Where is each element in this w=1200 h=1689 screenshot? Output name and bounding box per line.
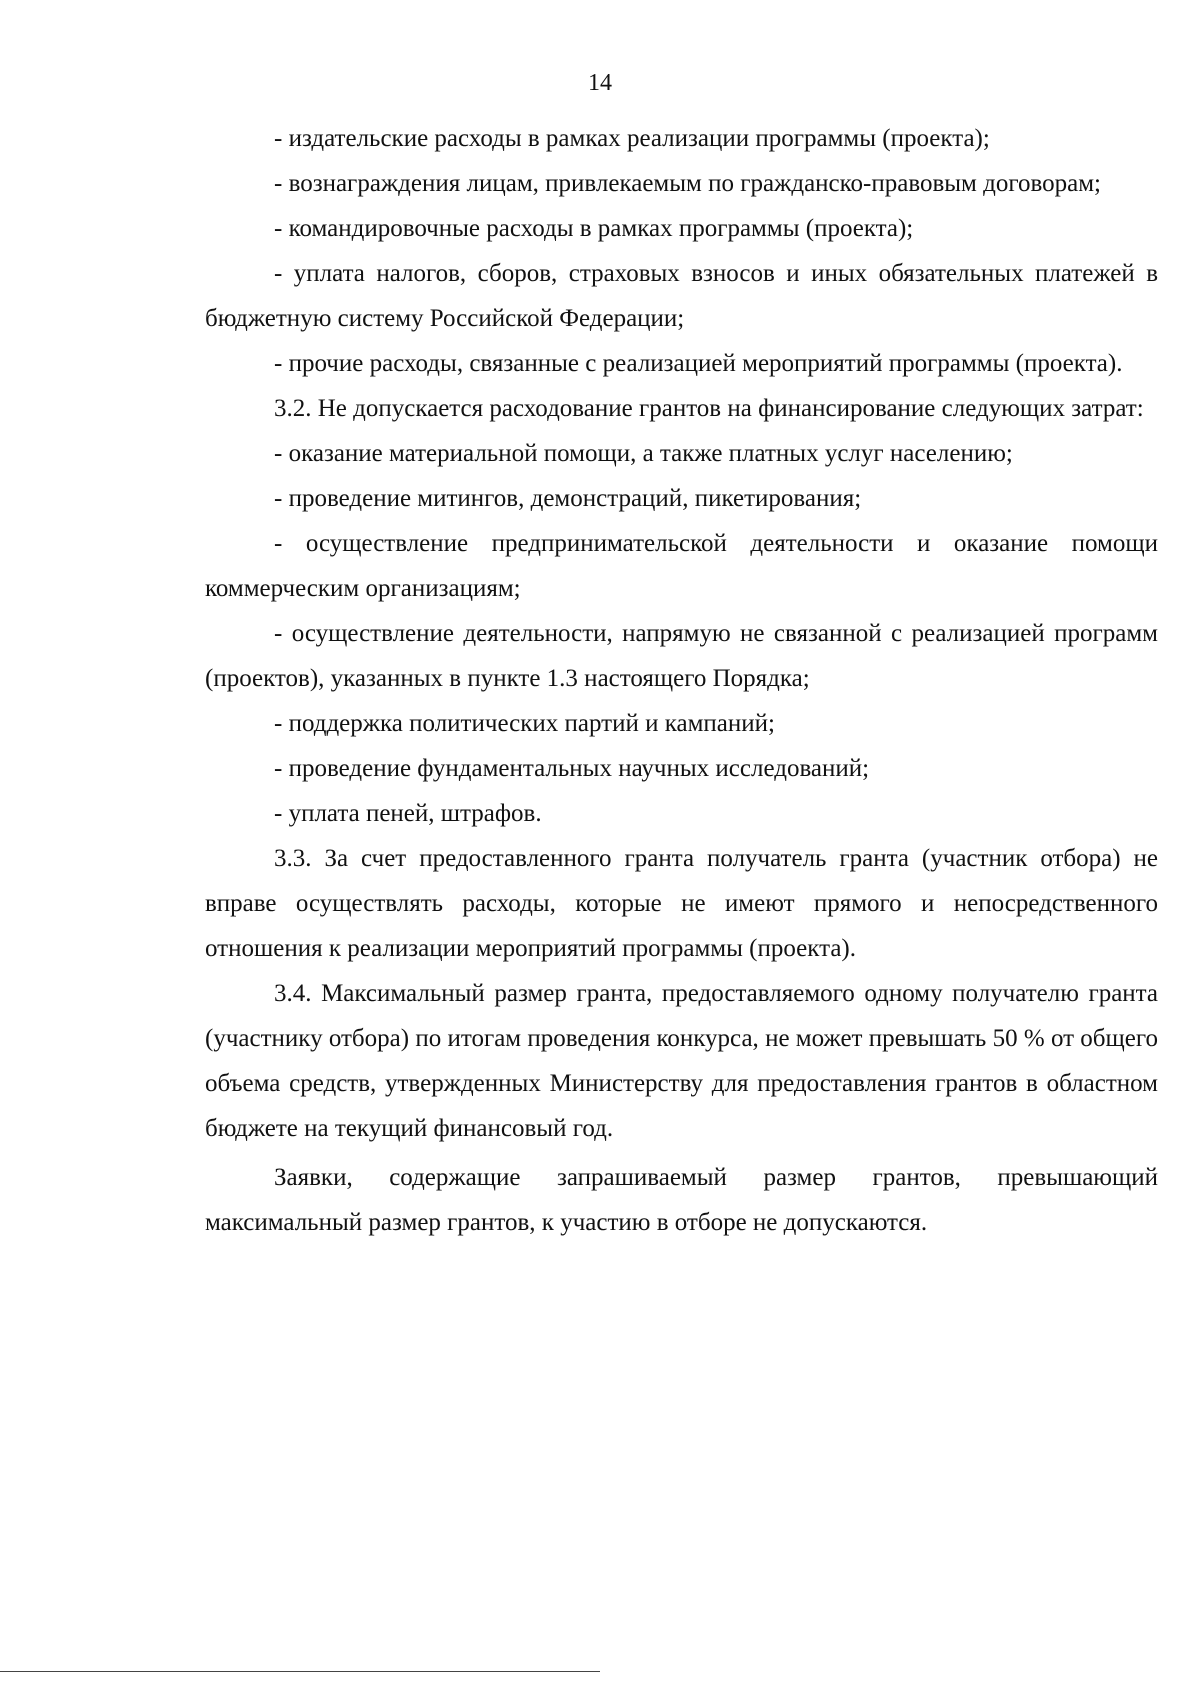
applications-paragraph: Заявки, содержащие запрашиваемый размер грантов, превышающий максимальный размер грантов, к участию в отборе не допускаются.: [205, 1164, 1158, 1236]
list-item-publishing-expenses: - издательские расходы в рамках реализации программы (проекта);: [274, 125, 990, 152]
list-item-material-aid: - оказание материальной помощи, а также платных услуг населению;: [274, 440, 1013, 467]
clause-3-3: 3.3. За счет предоставленного гранта получатель гранта (участник отбора) не вправе осуществлять расходы, которые не имеют прямого и непосредственного отношения к реализации мероприятий программы (проекта).: [205, 845, 1158, 962]
list-item-rallies: - проведение митингов, демонстраций, пикетирования;: [274, 485, 862, 512]
list-item-political-support: - поддержка политических партий и кампаний;: [274, 710, 775, 737]
list-item-fines: - уплата пеней, штрафов.: [274, 800, 542, 827]
document-body: [205, 116, 1158, 1245]
list-item-contractor-fees: - вознаграждения лицам, привлекаемым по гражданско-правовым договорам;: [274, 170, 1101, 197]
list-item-unrelated-activity: - осуществление деятельности, напрямую не связанной с реализацией программ (проектов), указанных в пункте 1.3 настоящего Порядка;: [205, 620, 1158, 692]
list-item-travel-expenses: - командировочные расходы в рамках программы (проекта);: [274, 215, 914, 242]
clause-3-4: 3.4. Максимальный размер гранта, предоставляемого одному получателю гранта (участнику отбора) по итогам проведения конкурса, не может превышать 50 % от общего объема средств, утвержденных Министерству для предоставления грантов в областном бюджете на текущий финансовый год.: [205, 980, 1158, 1142]
list-item-taxes-payments: - уплата налогов, сборов, страховых взносов и иных обязательных платежей в бюджетную систему Российской Федерации;: [205, 260, 1158, 332]
clause-3-2: 3.2. Не допускается расходование грантов на финансирование следующих затрат:: [274, 395, 1144, 422]
list-item-other-expenses: - прочие расходы, связанные с реализацией мероприятий программы (проекта).: [274, 350, 1123, 377]
list-item-business-activity: - осуществление предпринимательской деятельности и оказание помощи коммерческим организациям;: [205, 530, 1158, 602]
bottom-divider: [0, 1671, 600, 1672]
list-item-fundamental-research: - проведение фундаментальных научных исследований;: [274, 755, 870, 782]
page-number: 14: [588, 70, 612, 96]
